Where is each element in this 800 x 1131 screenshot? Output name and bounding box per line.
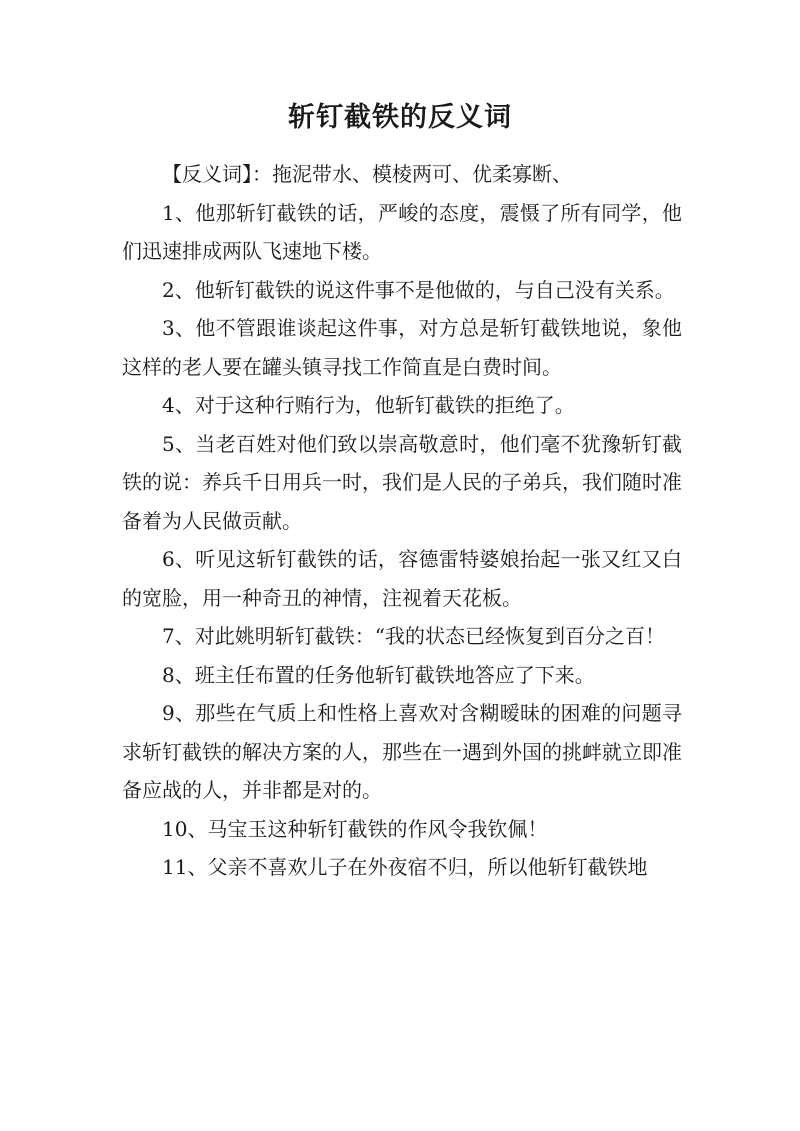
example-sentence-10: 10、马宝玉这种斩钉截铁的作风令我钦佩！ xyxy=(162,816,548,841)
example-sentence-5: 5、当老百姓对他们致以崇高敬意时，他们毫不犹豫斩钉截铁的说：养兵千日用兵一时，我们是人民的子弟兵，我们随时准备着为人民做贡献。 xyxy=(122,431,682,533)
example-sentence-6: 6、听见这斩钉截铁的话，容德雷特婆娘抬起一张又红又白的宽脸，用一种奇丑的神情，注视着天花板。 xyxy=(122,547,682,610)
example-sentence-2: 2、他斩钉截铁的说这件事不是他做的，与自己没有关系。 xyxy=(162,277,675,302)
example-sentence-4: 4、对于这种行贿行为，他斩钉截铁的拒绝了。 xyxy=(162,393,575,417)
example-sentence-8: 8、班主任布置的任务他斩钉截铁地答应了下来。 xyxy=(162,662,595,687)
antonyms-paragraph: 【反义词】：拖泥带水、模棱两可、优柔寡断、 xyxy=(162,162,572,186)
document-body xyxy=(122,155,682,887)
example-sentence-1: 1、他那斩钉截铁的话，严峻的态度，震慑了所有同学，他们迅速排成两队飞速地下楼。 xyxy=(122,200,682,263)
example-sentence-11: 11、父亲不喜欢儿子在外夜宿不归，所以他斩钉截铁地 xyxy=(162,855,648,879)
example-sentence-9: 9、那些在气质上和性格上喜欢对含糊暧昧的困难的问题寻求斩钉截铁的解决方案的人，那些在一遇到外国的挑衅就立即准备应战的人，并非都是对的。 xyxy=(122,701,682,802)
example-sentence-7: 7、对此姚明斩钉截铁：“我的状态已经恢复到百分之百！ xyxy=(162,624,665,648)
page-title: 斩钉截铁的反义词 xyxy=(288,102,512,133)
example-sentence-3: 3、他不管跟谁谈起这件事，对方总是斩钉截铁地说，象他这样的老人要在罐头镇寻找工作简直是白费时间。 xyxy=(122,316,682,379)
